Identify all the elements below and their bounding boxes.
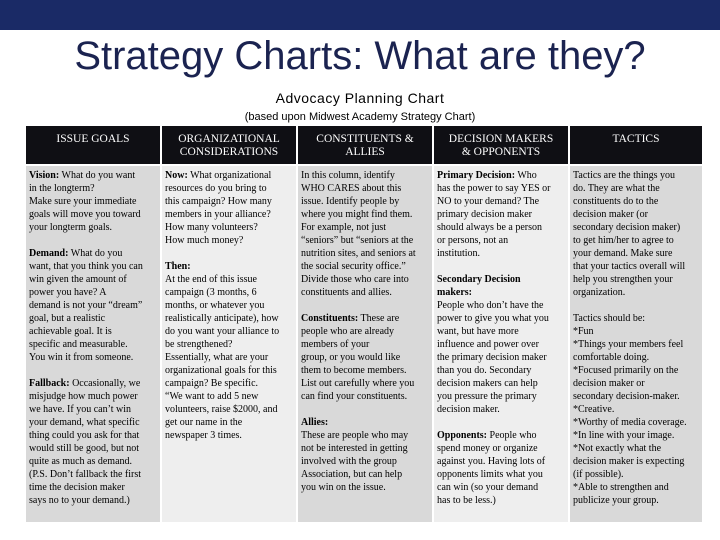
- constituents-text: These are people who are already members of your group, or you would like them to become members. List out carefully where you can find your constituents.: [301, 313, 415, 402]
- now-label: Now:: [165, 170, 188, 181]
- header-decision-line1: DECISION MAKERS: [448, 133, 554, 145]
- fallback-text: Occasionally, we misjudge how much power we have. If you can’t win your demand, what specific thing could you ask for that would still be good, but not quite as much as demand. (P.S. Don’t fallback the first time the decision maker says no to your demand.): [29, 378, 142, 506]
- primary-decision-label: Primary Decision:: [437, 170, 516, 181]
- tactics-intro-text: Tactics are the things you do. They are what the constituents do to the decision maker (or secondary decision maker) to get him/her to agree to your demand. Make sure that your tactics overall will help you strengthen your organization.: [573, 170, 686, 298]
- column-tactics: [570, 126, 702, 522]
- cell-constituents-allies: [298, 166, 432, 522]
- header-org-line2: CONSIDERATIONS: [179, 146, 279, 158]
- opponents-text: People who spend money or organize against you. Having lots of opponents limits what you can win (so your demand has to be less.): [437, 430, 546, 506]
- cell-decision-makers-opponents: [434, 166, 568, 522]
- header-decision-makers: [434, 126, 568, 164]
- then-label: Then:: [165, 261, 191, 272]
- header-constituents-line1: CONSTITUENTS &: [316, 133, 414, 145]
- advocacy-planning-table: [26, 126, 702, 522]
- column-issue-goals: [26, 126, 160, 522]
- secondary-decision-label: Secondary Decision makers:: [437, 274, 521, 298]
- column-organizational-considerations: [162, 126, 296, 522]
- top-banner: [0, 0, 720, 30]
- opponents-paragraph: [437, 429, 566, 507]
- opponents-label: Opponents:: [437, 430, 488, 441]
- fallback-paragraph: [29, 377, 158, 507]
- header-tactics-label: TACTICS: [612, 133, 660, 145]
- vision-text: What do you want in the longterm? Make sure your immediate goals will move you toward your longterm goals.: [29, 170, 141, 233]
- header-organizational-considerations: [162, 126, 296, 164]
- header-issue-goals: [26, 126, 160, 164]
- header-tactics: [570, 126, 702, 164]
- fallback-label: Fallback:: [29, 378, 70, 389]
- demand-text: What do you want, that you think you can win given the amount of power you have? A demand is not your “dream” goal, but a realistic achievable goal. It is specific and measurable. You win it from someone.: [29, 248, 143, 363]
- allies-label: Allies:: [301, 417, 329, 428]
- slide-title: Strategy Charts: What are they?: [74, 34, 646, 78]
- secondary-decision-text: People who don’t have the power to give you what you want, but have more influence and power over the primary decision maker than you do. Secondary decision makers can help you pressure the primary decision maker.: [437, 300, 549, 415]
- demand-label: Demand:: [29, 248, 69, 259]
- cell-organizational-considerations: [162, 166, 296, 522]
- tactics-list-text: Tactics should be: *Fun *Things your members feel comfortable doing. *Focused primarily on the decision maker or secondary decision-maker. *Creative. *Worthy of media coverage. *In line with your image. *Not exactly what the decision maker is expecting (if possible). *Able to strengthen and publicize your group.: [573, 313, 687, 506]
- now-text: What organizational resources do you bring to this campaign? How many members in your alliance? How many volunteers? How much money?: [165, 170, 272, 246]
- cell-tactics: [570, 166, 702, 522]
- header-issue-goals-label: ISSUE GOALS: [56, 133, 130, 145]
- chart-subtitle: Advocacy Planning Chart: [275, 90, 445, 106]
- column-constituents-allies: [298, 126, 432, 522]
- header-constituents-line2: ALLIES: [345, 146, 385, 158]
- vision-paragraph: [29, 169, 158, 234]
- constituents-paragraph: [301, 312, 430, 403]
- source-note: (based upon Midwest Academy Strategy Chart): [244, 111, 476, 123]
- header-constituents-allies: [298, 126, 432, 164]
- now-paragraph: [165, 169, 294, 247]
- column-decision-makers-opponents: [434, 126, 568, 522]
- header-decision-line2: & OPPONENTS: [461, 146, 541, 158]
- cell-issue-goals: [26, 166, 160, 522]
- constituents-label: Constituents:: [301, 313, 359, 324]
- primary-decision-paragraph: [437, 169, 566, 260]
- demand-paragraph: [29, 247, 158, 364]
- vision-label: Vision:: [29, 170, 60, 181]
- then-text: At the end of this issue campaign (3 months, 6 months, or whatever you realistically anticipate), how do you want your alliance to be strengthened? Essentially, what are your organizational goals for this campaign? Be specific. “We want to add 5 new volunteers, raise $2000, and get our name in the newspaper 3 times.: [165, 274, 280, 441]
- primary-decision-text: Who has the power to say YES or NO to your demand? The primary decision maker should always be a person or persons, not an institution.: [437, 170, 551, 259]
- header-org-line1: ORGANIZATIONAL: [178, 133, 280, 145]
- constituents-intro-text: In this column, identify WHO CARES about this issue. Identify people by where you might find them. For example, not just “seniors” but “seniors at the nutrition sites, and seniors at the social security office.” Divide those who care into constituents and allies.: [301, 170, 416, 298]
- allies-text: These are people who may not be interested in getting involved with the group Association, but can help you win on the issue.: [301, 430, 409, 493]
